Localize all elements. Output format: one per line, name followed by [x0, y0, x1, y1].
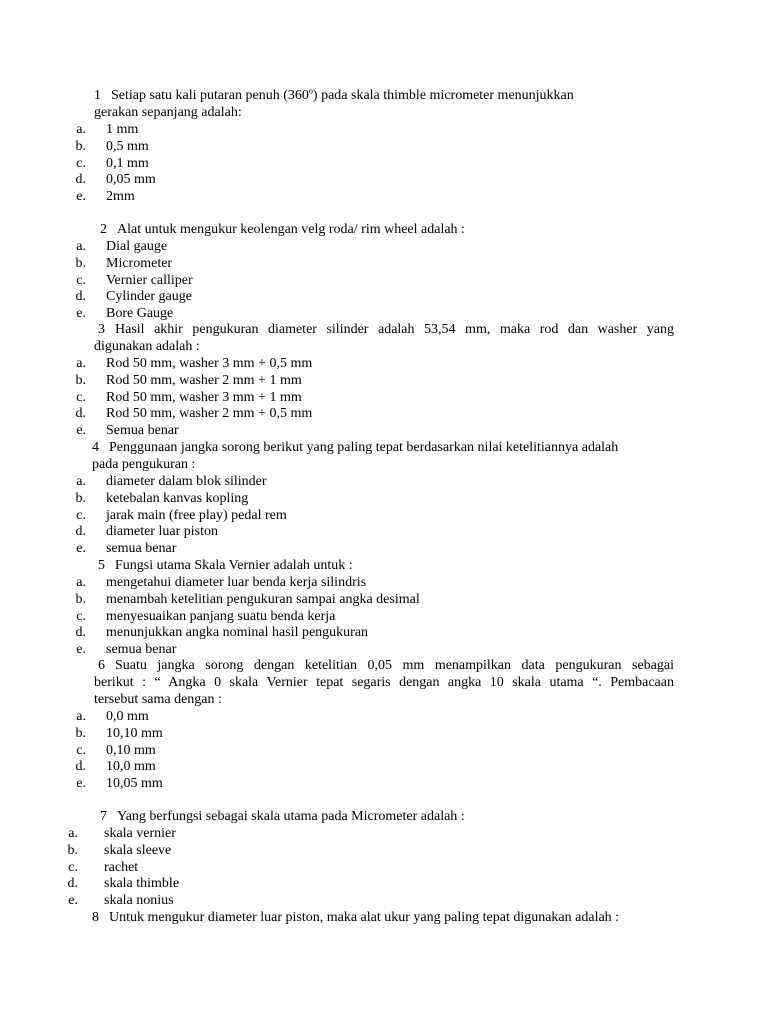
option-letter: b.: [75, 490, 86, 506]
option-letter: d.: [75, 289, 86, 305]
option-letter: c.: [76, 272, 86, 288]
option-text: Semua benar: [106, 423, 179, 439]
option-letter: e.: [76, 306, 86, 322]
option-letter: d.: [75, 524, 86, 540]
question-8-text: 8 Untuk mengukur diameter luar piston, maka alat ukur yang paling tepat digunakan adalah :: [92, 910, 620, 925]
option-letter: a.: [76, 239, 86, 254]
question-number: 3: [98, 322, 105, 337]
option-text: skala sleeve: [104, 842, 172, 858]
question-2: [100, 222, 680, 239]
option-text: 1 mm: [106, 122, 139, 137]
option-text: 0,10 mm: [106, 742, 156, 758]
question-6-text-cont: berikut : “ Angka 0 skala Vernier tepat segaris dengan angka 10 skala utama “. Pembacaan: [94, 674, 674, 690]
option-letter: d.: [67, 876, 78, 892]
option-text: Micrometer: [106, 255, 173, 271]
option-letter: b.: [75, 591, 86, 607]
question-4-text-cont: pada pengukuran :: [92, 456, 196, 472]
option-text: Rod 50 mm, washer 2 mm + 0,5 mm: [106, 406, 313, 422]
option-letter: a.: [76, 474, 86, 489]
question-1: [94, 88, 674, 122]
option-text: semua benar: [106, 541, 177, 557]
question-6-text: 6 Suatu jangka sorong dengan ketelitian 0,05 mm menampilkan data pengukuran sebagai: [98, 658, 674, 673]
option-letter: b.: [75, 725, 86, 741]
option-text: skala thimble: [104, 876, 180, 892]
option-letter: a.: [68, 826, 78, 841]
question-3-text-cont: digunakan adalah :: [94, 338, 200, 354]
option-letter: d.: [75, 759, 86, 775]
option-letter: e.: [76, 423, 86, 439]
option-letter: b.: [67, 842, 78, 858]
option-text: Vernier calliper: [106, 272, 193, 288]
option-letter: b.: [75, 255, 86, 271]
option-text: Bore Gauge: [106, 306, 174, 322]
question-number: 1: [94, 88, 101, 103]
option-text: Dial gauge: [106, 239, 168, 254]
option-text: 0,0 mm: [106, 709, 149, 724]
option-text: 2mm: [106, 189, 135, 205]
option-text: 0,5 mm: [106, 138, 149, 154]
question-6: [94, 658, 674, 708]
option-text: menyesuaikan panjang suatu benda kerja: [106, 608, 336, 624]
option-letter: e.: [76, 189, 86, 205]
option-letter: a.: [76, 575, 86, 590]
question-1-text: 1 Setiap satu kali putaran penuh (360$^o$) pada skala thimble micrometer menunjukkan: [94, 86, 574, 103]
option-text: rachet: [104, 859, 139, 875]
option-letter: c.: [76, 155, 86, 171]
option-letter: d.: [75, 406, 86, 422]
question-8: [92, 910, 682, 927]
option-letter: c.: [76, 389, 86, 405]
option-letter: d.: [75, 172, 86, 188]
question-2-text: 2 Alat untuk mengukur keolengan velg roda/ rim wheel adalah :: [100, 222, 465, 237]
question-number: 4: [92, 440, 99, 455]
option-letter: e.: [68, 893, 78, 909]
question-7-text: 7 Yang berfungsi sebagai skala utama pada Micrometer adalah :: [100, 809, 465, 824]
option-letter: c.: [76, 742, 86, 758]
question-1-text-cont: gerakan sepanjang adalah:: [94, 104, 242, 120]
option-text: 10,05 mm: [106, 776, 163, 792]
option-letter: c.: [76, 608, 86, 624]
option-text: diameter luar piston: [106, 524, 218, 540]
option-text: ketebalan kanvas kopling: [106, 490, 249, 506]
option-text: jarak main (free play) pedal rem: [106, 507, 287, 523]
option-text: mengetahui diameter luar benda kerja silindris: [106, 575, 367, 590]
option-letter: e.: [76, 642, 86, 658]
option-text: skala vernier: [104, 826, 176, 841]
option-text: 0,05 mm: [106, 172, 156, 188]
option-letter: a.: [76, 709, 86, 724]
option-text: 10,10 mm: [106, 725, 163, 741]
option-text: 10,0 mm: [106, 759, 156, 775]
option-text: semua benar: [106, 642, 177, 658]
degree-superscript: o: [308, 86, 313, 96]
option-text: menunjukkan angka nominal hasil pengukuran: [106, 625, 369, 641]
question-5: [98, 558, 678, 575]
question-6-text-cont2: tersebut sama dengan :: [94, 691, 222, 707]
question-3: [94, 322, 674, 356]
option-letter: c.: [76, 507, 86, 523]
option-letter: a.: [76, 356, 86, 371]
question-number: 6: [98, 658, 105, 673]
option-letter: b.: [75, 372, 86, 388]
option-text: diameter dalam blok silinder: [106, 474, 267, 489]
option-text: Rod 50 mm, washer 3 mm + 0,5 mm: [106, 356, 313, 371]
option-letter: a.: [76, 122, 86, 137]
option-text: skala nonius: [104, 893, 174, 909]
option-text: Rod 50 mm, washer 3 mm + 1 mm: [106, 389, 302, 405]
question-7: [100, 809, 680, 826]
option-letter: e.: [76, 541, 86, 557]
question-number: 7: [100, 809, 107, 824]
question-number: 5: [98, 558, 105, 573]
question-number: 8: [92, 910, 99, 925]
option-letter: d.: [75, 625, 86, 641]
option-text: menambah ketelitian pengukuran sampai angka desimal: [106, 591, 420, 607]
option-letter: e.: [76, 776, 86, 792]
option-text: Cylinder gauge: [106, 289, 192, 305]
question-4: [92, 440, 676, 474]
question-4-text: 4 Penggunaan jangka sorong berikut yang paling tepat berdasarkan nilai ketelitiannya adalah: [92, 440, 619, 455]
question-3-text: 3 Hasil akhir pengukuran diameter silinder adalah 53,54 mm, maka rod dan washer yang: [98, 322, 674, 337]
question-5-text: 5 Fungsi utama Skala Vernier adalah untuk :: [98, 558, 353, 573]
option-text: Rod 50 mm, washer 2 mm + 1 mm: [106, 372, 302, 388]
option-letter: c.: [68, 859, 78, 875]
option-letter: b.: [75, 138, 86, 154]
question-number: 2: [100, 222, 107, 237]
option-text: 0,1 mm: [106, 155, 149, 171]
